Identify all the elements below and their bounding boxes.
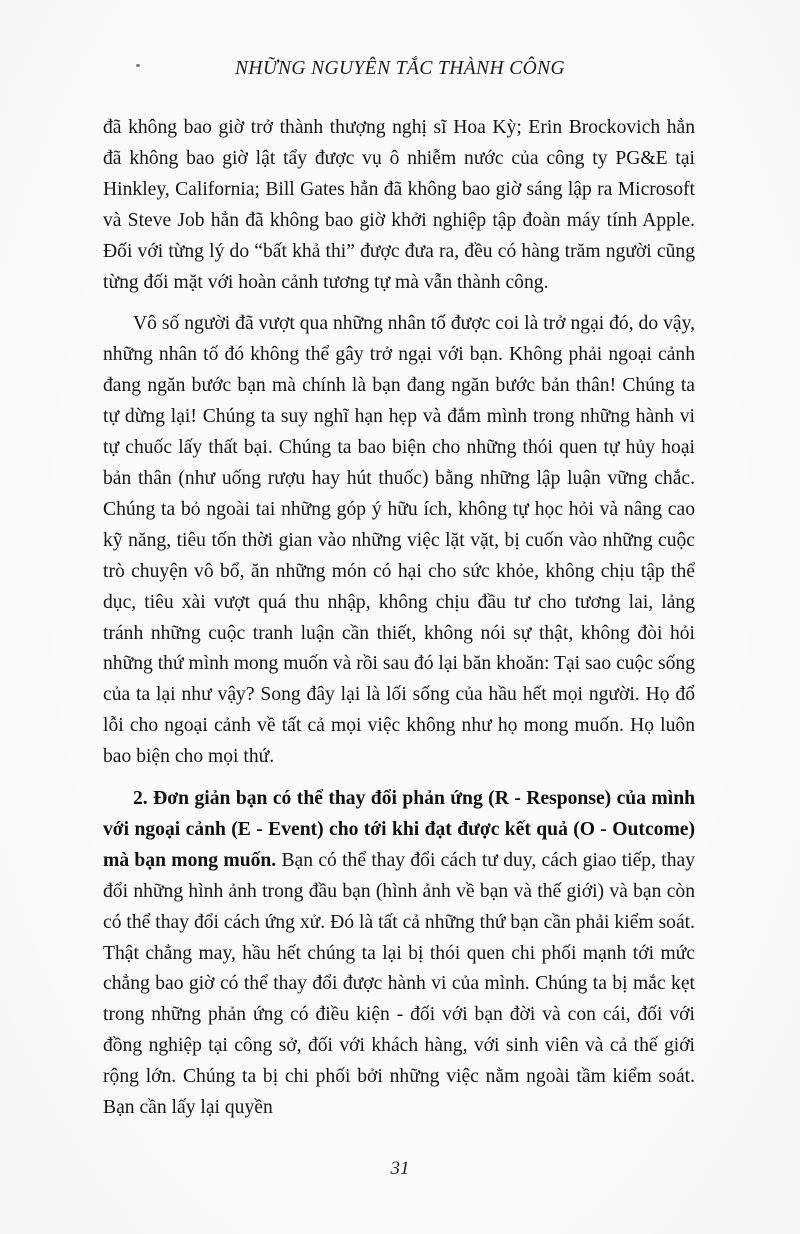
paragraph-principle-2-bold-lead: 2. Đơn giản bạn có thể thay đổi phản ứng (R - Response) của mình với ngoại cảnh (E - Event) cho tới khi đạt được kết quả (O - Outcome) mà bạn mong muốn. xyxy=(103,788,695,871)
paragraph-obstacles: Vô số người đã vượt qua những nhân tố được coi là trở ngại đó, do vậy, những nhân tố đó không thể gây trở ngại với bạn. Không phải ngoại cảnh đang ngăn bước bạn mà chính là bạn đang ngăn bước bản thân! Chúng ta tự dừng lại! Chúng ta suy nghĩ hạn hẹp và đắm mình trong những hành vi tự chuốc lấy thất bại. Chúng ta bao biện cho những thói quen tự hủy hoại bản thân (như uống rượu hay hút thuốc) bằng những lập luận vững chắc. Chúng ta bỏ ngoài tai những góp ý hữu ích, không tự học hỏi và nâng cao kỹ năng, tiêu tốn thời gian vào những việc lặt vặt, bị cuốn vào những cuộc trò chuyện vô bổ, ăn những món có hại cho sức khỏe, không chịu tập thể dục, tiêu xài vượt quá thu nhập, không chịu đầu tư cho tương lai, lảng tránh những cuộc tranh luận cần thiết, không nói sự thật, không đòi hỏi những thứ mình mong muốn và rồi sau đó lại băn khoăn: Tại sao cuộc sống của ta lại như vậy? Song đây lại là lối sống của hầu hết mọi người. Họ đổ lỗi cho ngoại cảnh về tất cả mọi việc không như họ mong muốn. Họ luôn bao biện cho mọi thứ. xyxy=(103,313,695,768)
running-header: NHỮNG NGUYÊN TẮC THÀNH CÔNG xyxy=(235,58,565,79)
scan-speck xyxy=(136,64,140,67)
body-text xyxy=(103,113,695,1124)
paragraph-principle-2-rest: Bạn có thể thay đổi cách tư duy, cách giao tiếp, thay đổi những hình ảnh trong đầu bạn (hình ảnh về bạn và thế giới) và bạn còn có thể thay đổi cách ứng xử. Đó là tất cả những thứ bạn cần phải kiểm soát. Thật chẳng may, hầu hết chúng ta lại bị thói quen chi phối mạnh tới mức chẳng bao giờ có thể thay đổi được hành vi của mình. Chúng ta bị mắc kẹt trong những phản ứng có điều kiện - đối với bạn đời và con cái, đối với đồng nghiệp tại công sở, đối với khách hàng, với sinh viên và cả thế giới rộng lớn. Chúng ta bị chi phối bởi những việc nằm ngoài tầm kiểm soát. Bạn cần lấy lại quyền xyxy=(103,849,696,1119)
page-number: 31 xyxy=(390,1158,410,1179)
paragraph-principle-2 xyxy=(103,784,695,1124)
paragraph-continuation: đã không bao giờ trở thành thượng nghị sĩ Hoa Kỳ; Erin Brockovich hẳn đã không bao giờ lật tẩy được vụ ô nhiễm nước của công ty PG&E tại Hinkley, California; Bill Gates hẳn đã không bao giờ sáng lập ra Microsoft và Steve Job hẳn đã không bao giờ khởi nghiệp tập đoàn máy tính Apple. Đối với từng lý do “bất khả thi” được đưa ra, đều có hàng trăm người cũng từng đối mặt với hoàn cảnh tương tự mà vẫn thành công. xyxy=(103,117,695,293)
